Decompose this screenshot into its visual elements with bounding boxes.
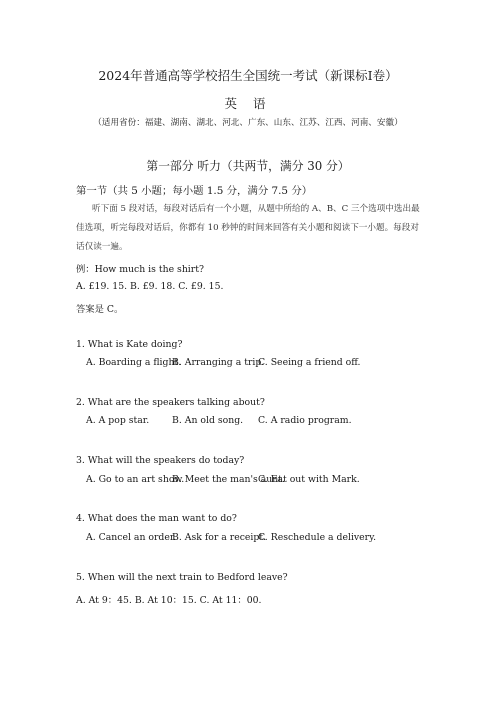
exam-title: 2024年普通高等学校招生全国统一考试（新课标Ⅰ卷） (98, 68, 398, 83)
question-1-option-b: B. Arranging a trip. (172, 357, 265, 368)
question-2-option-a: A. A pop star. (86, 415, 150, 426)
question-5-options: A. At 9：45. B. At 10：15. C. At 11：00. (76, 595, 262, 606)
question-2-stem: 2. What are the speakers talking about? (76, 397, 265, 408)
part-one-title: 第一部分 听力（共两节，满分 30 分） (146, 159, 350, 173)
question-4-option-a: A. Cancel an order. (86, 532, 177, 543)
question-3-option-c: C. Eat out with Mark. (258, 474, 360, 485)
section-one-title: 第一节（共 5 小题；每小题 1.5 分，满分 7.5 分） (76, 185, 313, 197)
question-2-option-b: B. An old song. (172, 415, 244, 426)
question-1-stem: 1. What is Kate doing? (76, 339, 183, 350)
question-1-option-a: A. Boarding a flight. (86, 357, 182, 368)
question-3-option-a: A. Go to an art show. (86, 474, 185, 485)
example-options: A. £19. 15. B. £9. 18. C. £9. 15. (76, 281, 224, 292)
example-answer: 答案是 C。 (76, 304, 124, 315)
question-3-stem: 3. What will the speakers do today? (76, 455, 245, 466)
question-4-option-c: C. Reschedule a delivery. (258, 532, 377, 543)
question-4-stem: 4. What does the man want to do? (76, 513, 237, 524)
question-5-stem: 5. When will the next train to Bedford leave? (76, 572, 288, 583)
question-2-option-c: C. A radio program. (258, 415, 352, 426)
question-1-option-c: C. Seeing a friend off. (258, 357, 361, 368)
example-question: 例：How much is the shirt? (76, 264, 204, 275)
question-4-option-b: B. Ask for a receipt. (172, 532, 267, 543)
applicable-provinces: （适用省份：福建、湖南、湖北、河北、广东、山东、江苏、江西、河南、安徽） (93, 118, 403, 128)
subject-title: 英 语 (224, 96, 272, 111)
question-3-option-b: B. Meet the man's aunt. (172, 474, 285, 485)
section-instructions: 听下面 5 段对话，每段对话后有一个小题，从题中所给的 A、B、C 三个选项中选出最佳选项，听完每段对话后，你都有 10 秒钟的时间来回答有关小题和阅读下一小题。每段对话仅读一遍。 (76, 204, 420, 252)
